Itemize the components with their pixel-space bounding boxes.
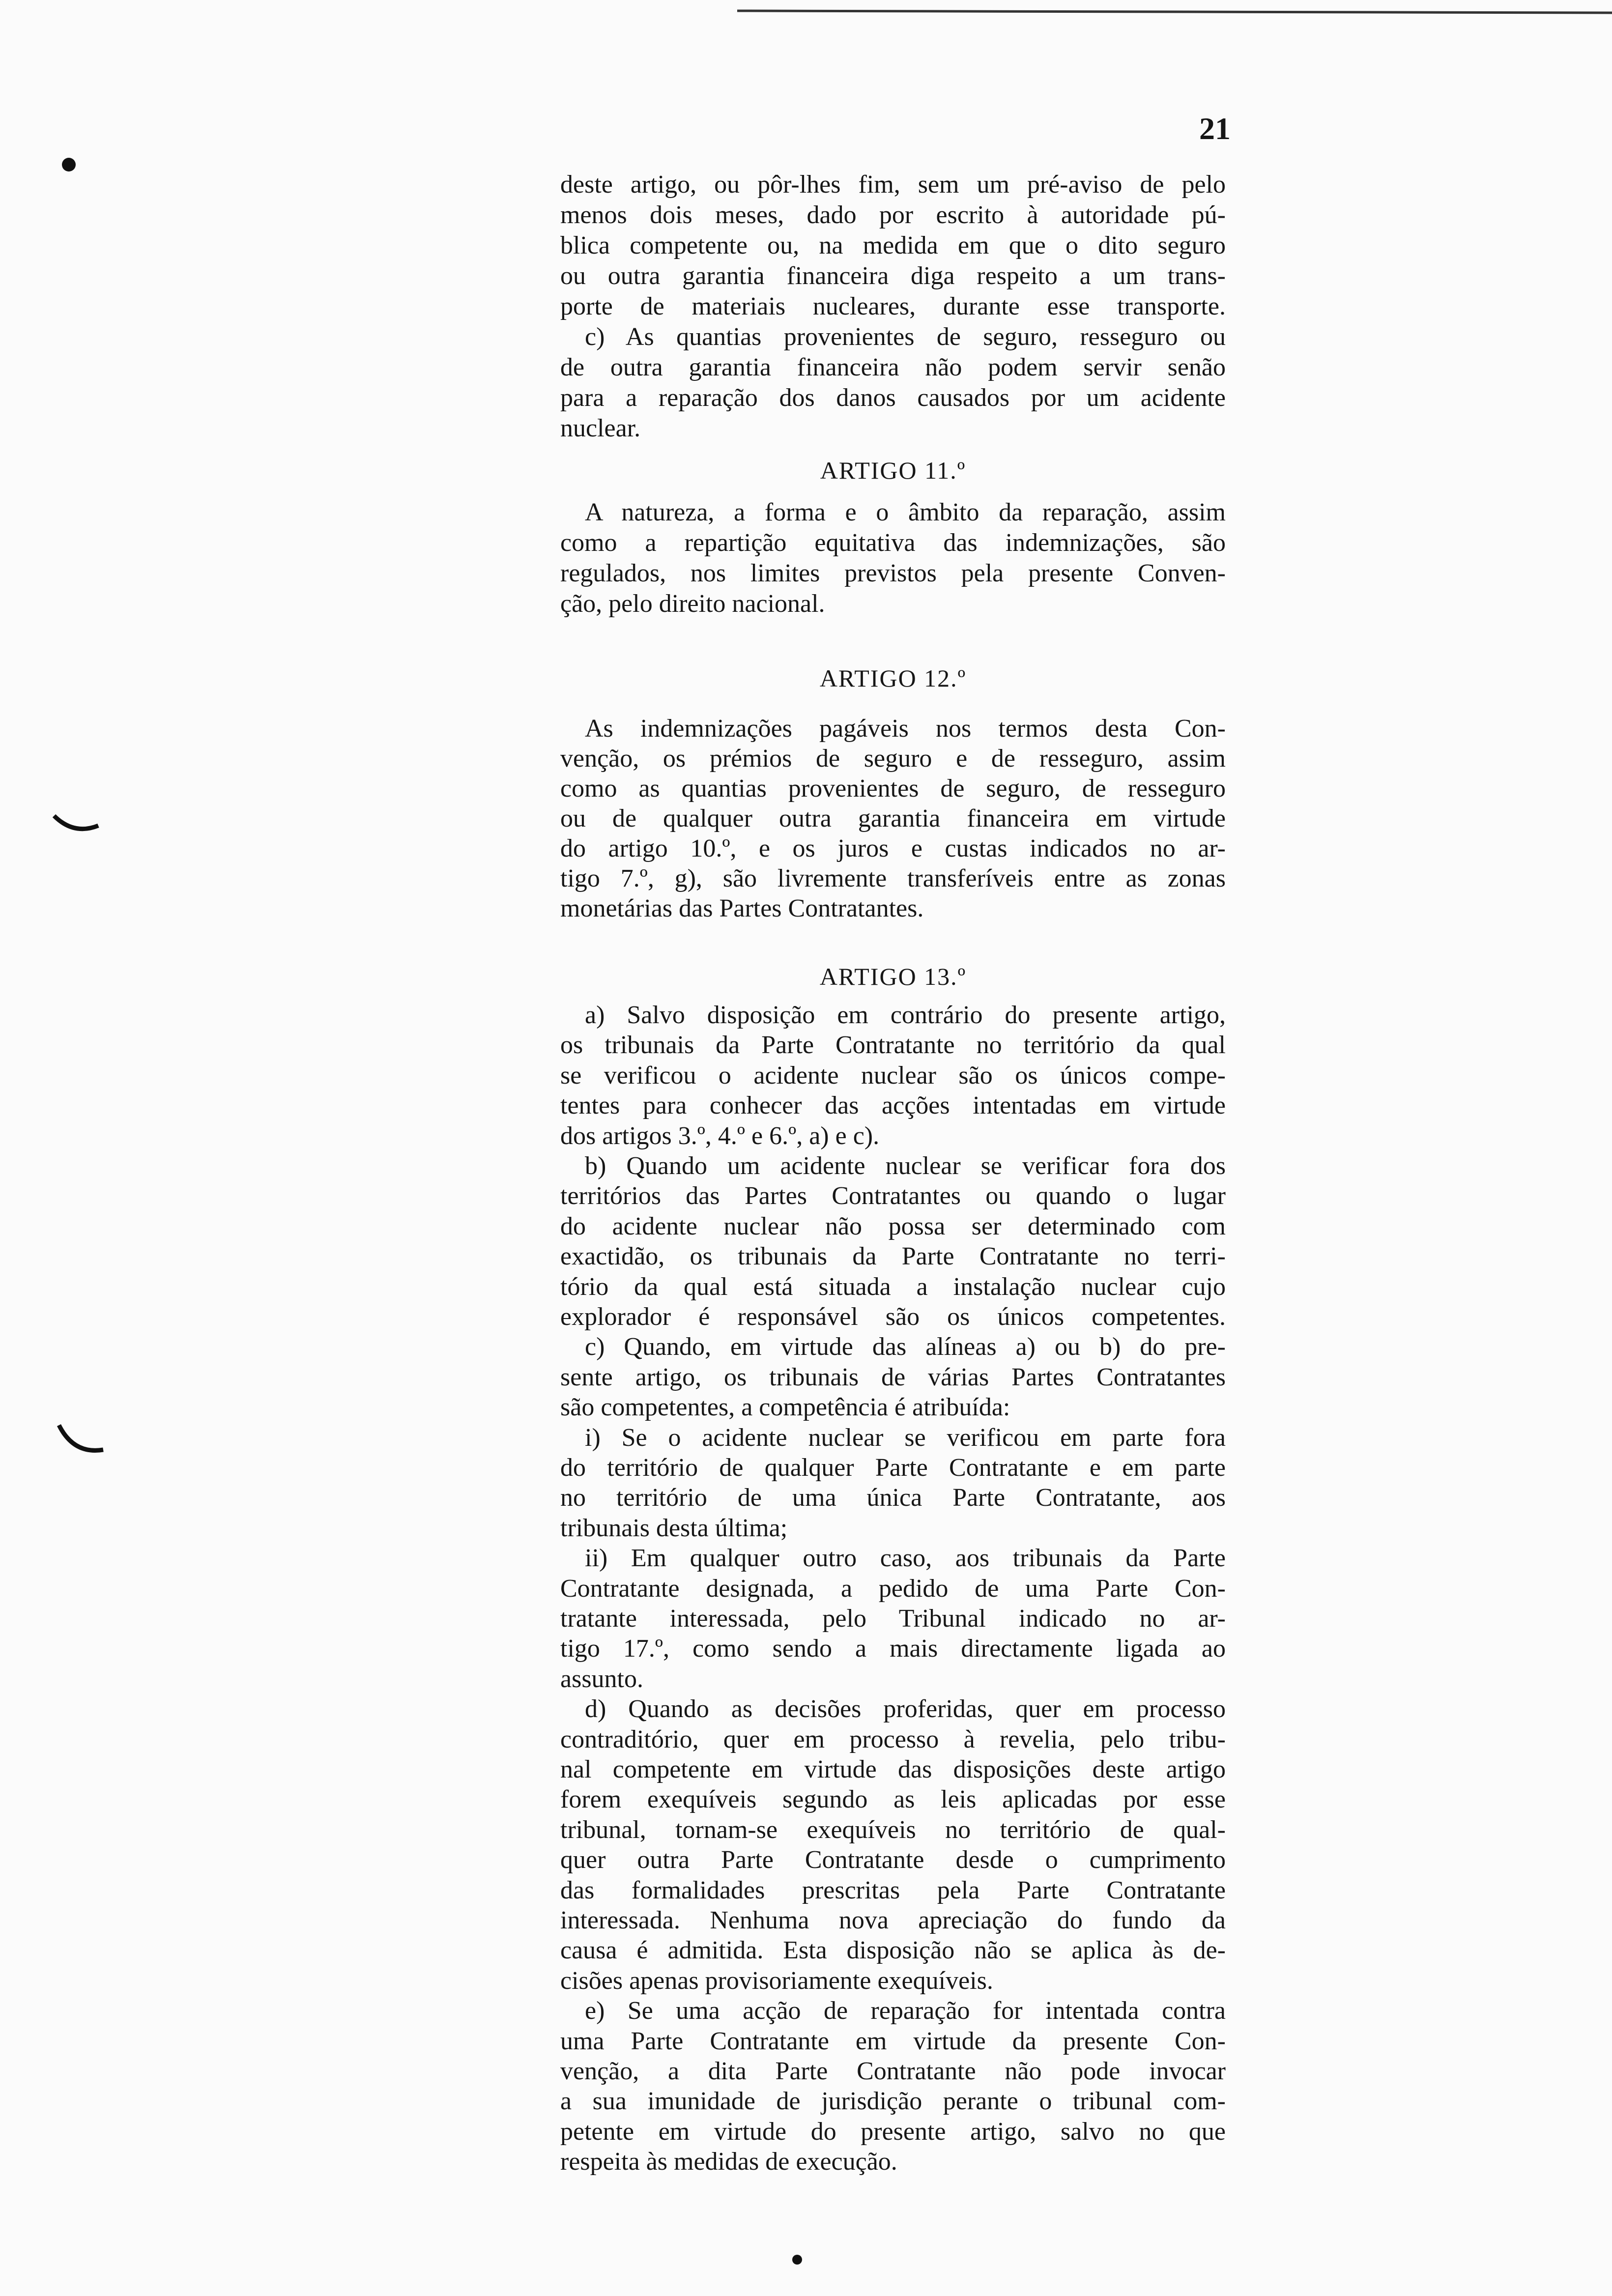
text-line: do artigo 10.º, e os juros e custas indicados no ar- <box>560 834 1226 862</box>
text-line: d) Quando as decisões proferidas, quer em processo <box>585 1695 1226 1723</box>
text-line: tribunal, tornam-se exequíveis no território de qual- <box>560 1815 1226 1844</box>
top-edge-line <box>737 11 1612 13</box>
text-line: causa é admitida. Esta disposição não se aplica às de- <box>560 1936 1226 1965</box>
text-line: forem exequíveis segundo as leis aplicadas por esse <box>560 1785 1226 1814</box>
text-line: como as quantias provenientes de seguro, de resseguro <box>560 775 1226 803</box>
text-line: venção, a dita Parte Contratante não pode invocar <box>560 2057 1226 2085</box>
text-line: do acidente nuclear não possa ser determinado com <box>560 1212 1226 1240</box>
text-line: ii) Em qualquer outro caso, aos tribunais da Parte <box>585 1544 1226 1573</box>
text-line: tório da qual está situada a instalação nuclear cujo <box>560 1272 1226 1301</box>
text-line: venção, os prémios de seguro e de resseguro, assim <box>560 745 1226 773</box>
text-line: tigo 7.º, g), são livremente transferíveis entre as zonas <box>560 864 1226 892</box>
text-line: porte de materiais nucleares, durante esse transporte. <box>560 292 1226 320</box>
text-line: ou de qualquer outra garantia financeira em virtude <box>560 804 1226 832</box>
text-line: c) As quantias provenientes de seguro, resseguro ou <box>585 323 1226 351</box>
text-line: se verificou o acidente nuclear são os únicos compe- <box>560 1061 1226 1090</box>
text-line: tentes para conhecer das acções intentadas em virtude <box>560 1091 1226 1120</box>
text-line: são competentes, a competência é atribuída: <box>560 1393 1010 1422</box>
text-line: petente em virtude do presente artigo, salvo no que <box>560 2117 1226 2146</box>
punch-hole-dot <box>62 158 76 172</box>
text-line: a sua imunidade de jurisdição perante o tribunal com- <box>560 2087 1226 2116</box>
text-line: explorador é responsável são os únicos competentes. <box>560 1303 1226 1331</box>
text-line: quer outra Parte Contratante desde o cumprimento <box>560 1846 1226 1874</box>
text-line: de outra garantia financeira não podem servir senão <box>560 353 1226 381</box>
text-line: contraditório, quer em processo à revelia, pelo tribu- <box>560 1725 1226 1753</box>
text-line: A natureza, a forma e o âmbito da reparação, assim <box>585 498 1226 526</box>
text-line: As indemnizações pagáveis nos termos desta Con- <box>585 715 1226 743</box>
text-line: deste artigo, ou pôr-lhes fim, sem um pré-aviso de pelo <box>560 171 1226 199</box>
text-line: interessada. Nenhuma nova apreciação do fundo da <box>560 1906 1226 1934</box>
text-line: no território de uma única Parte Contratante, aos <box>560 1484 1226 1512</box>
text-line: assunto. <box>560 1665 643 1693</box>
text-line: uma Parte Contratante em virtude da presente Con- <box>560 2027 1226 2055</box>
text-line: sente artigo, os tribunais de várias Partes Contratantes <box>560 1363 1226 1391</box>
text-line: menos dois meses, dado por escrito à autoridade pú- <box>560 201 1226 229</box>
text-line: respeita às medidas de execução. <box>560 2148 897 2176</box>
text-line: como a repartição equitativa das indemnizações, são <box>560 529 1226 557</box>
text-line: Contratante designada, a pedido de uma Parte Con- <box>560 1574 1226 1603</box>
text-line: cisões apenas provisoriamente exequíveis. <box>560 1966 993 1995</box>
heading-artigo-12: ARTIGO 12.º <box>819 664 967 692</box>
text-line: nuclear. <box>560 414 641 442</box>
text-line: do território de qualquer Parte Contratante e em parte <box>560 1454 1226 1482</box>
text-line: monetárias das Partes Contratantes. <box>560 894 924 922</box>
text-line: das formalidades prescritas pela Parte Contratante <box>560 1876 1226 1904</box>
text-line: ou outra garantia financeira diga respeito a um trans- <box>560 262 1226 290</box>
text-line: nal competente em virtude das disposições deste artigo <box>560 1755 1226 1783</box>
text-line: regulados, nos limites previstos pela presente Conven- <box>560 559 1226 587</box>
text-line: ção, pelo direito nacional. <box>560 590 825 618</box>
text-line: exactidão, os tribunais da Parte Contratante no terri- <box>560 1242 1226 1271</box>
text-line: territórios das Partes Contratantes ou quando o lugar <box>560 1182 1226 1210</box>
heading-artigo-11: ARTIGO 11.º <box>820 457 966 484</box>
text-line: blica competente ou, na medida em que o dito seguro <box>560 231 1226 259</box>
text-line: tribunais desta última; <box>560 1514 788 1542</box>
text-line: para a reparação dos danos causados por um acidente <box>560 384 1226 412</box>
page-number: 21 <box>1199 111 1231 146</box>
text-line: os tribunais da Parte Contratante no território da qual <box>560 1031 1226 1060</box>
binding-mark <box>54 816 98 829</box>
text-line: tratante interessada, pelo Tribunal indicado no ar- <box>560 1605 1226 1633</box>
text-line: e) Se uma acção de reparação for intentada contra <box>585 1997 1226 2025</box>
text-line: i) Se o acidente nuclear se verificou em parte fora <box>585 1423 1226 1452</box>
heading-artigo-13: ARTIGO 13.º <box>819 963 967 990</box>
bottom-dot <box>792 2255 802 2265</box>
text-line: b) Quando um acidente nuclear se verificar fora dos <box>585 1152 1226 1180</box>
text-line: dos artigos 3.º, 4.º e 6.º, a) e c). <box>560 1121 880 1150</box>
text-line: tigo 17.º, como sendo a mais directamente ligada ao <box>560 1635 1226 1663</box>
text-line: c) Quando, em virtude das alíneas a) ou b) do pre- <box>585 1333 1226 1361</box>
binding-mark <box>59 1425 103 1450</box>
text-line: a) Salvo disposição em contrário do presente artigo, <box>585 1001 1226 1029</box>
